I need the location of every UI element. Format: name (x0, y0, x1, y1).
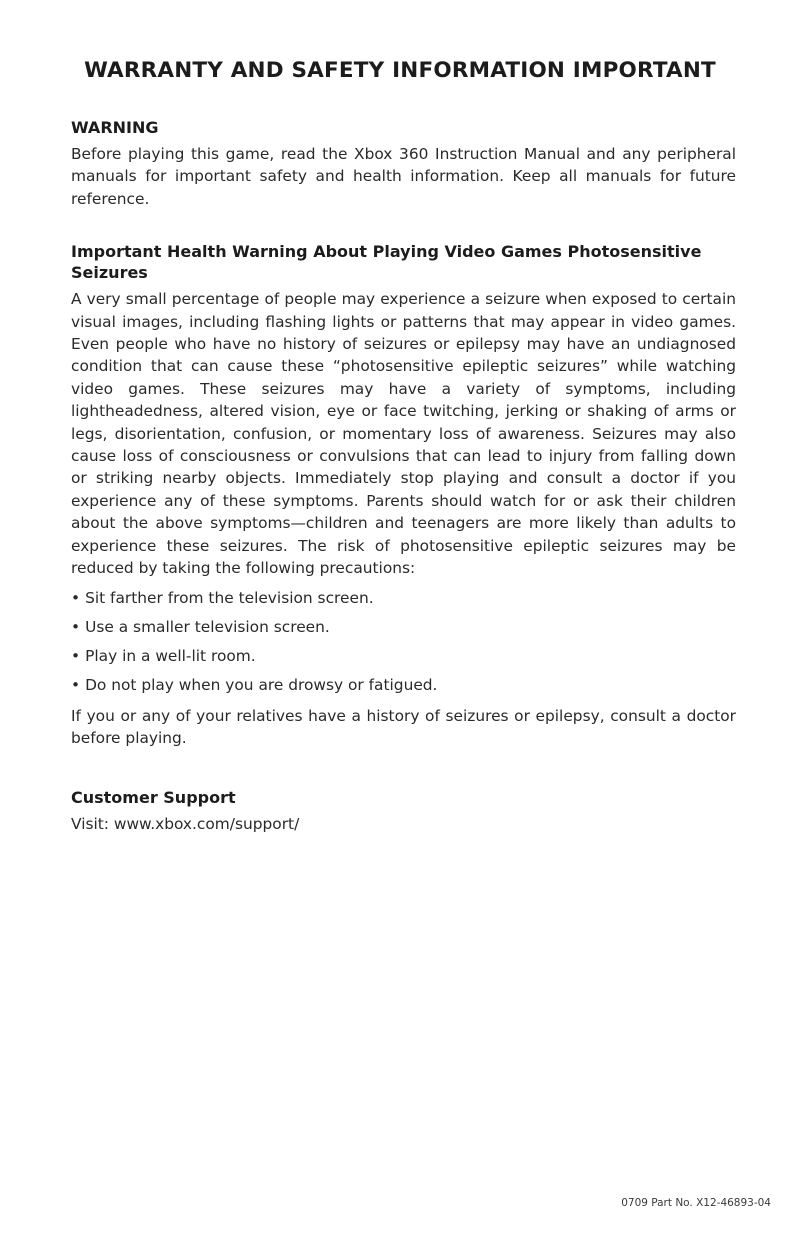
list-item (71, 616, 736, 638)
bullet-icon: • (71, 675, 81, 694)
precautions-list (71, 587, 736, 696)
bullet-icon: • (71, 617, 81, 636)
precaution-text: Do not play when you are drowsy or fatigued. (85, 675, 438, 694)
customer-support-section (71, 787, 736, 835)
part-number: 0709 Part No. X12-46893-04 (621, 1197, 771, 1209)
support-heading: Customer Support (71, 788, 236, 808)
list-item (71, 674, 736, 696)
health-warning-section (71, 241, 736, 749)
list-item (71, 645, 736, 667)
health-closing-text: If you or any of your relatives have a history of seizures or epilepsy, consult a doctor before playing. (71, 706, 736, 747)
page-content (71, 117, 736, 836)
precaution-text: Use a smaller television screen. (85, 617, 330, 636)
warning-heading: WARNING (71, 118, 159, 137)
health-warning-heading: Important Health Warning About Playing Video Games Photosensitive Seizures (71, 242, 702, 283)
precaution-text: Sit farther from the television screen. (85, 588, 374, 607)
warning-section (71, 117, 736, 210)
page-title: WARRANTY AND SAFETY INFORMATION IMPORTANT (84, 58, 716, 83)
health-warning-text: A very small percentage of people may experience a seizure when exposed to certain visual images, including flashing lights or patterns that may appear in video games. Even people who have no history of seizures or epilepsy may have an undiagnosed condition that can cause these “photosensitive epileptic seizures” while watching video games. These seizures may have a variety of symptoms, including lightheadedness, altered vision, eye or face twitching, jerking or shaking of arms or legs, disorientation, confusion, or momentary loss of awareness. Seizures may also cause loss of consciousness or convulsions that can lead to injury from falling down or striking nearby objects. Immediately stop playing and consult a doctor if you experience any of these symptoms. Parents should watch for or ask their children about the above symptoms—children and teenagers are more likely than adults to experience these seizures. The risk of photosensitive epileptic seizures may be reduced by taking the following precautions: (71, 290, 736, 578)
bullet-icon: • (71, 588, 81, 607)
support-text: Visit: www.xbox.com/support/ (71, 815, 300, 834)
precaution-text: Play in a well-lit room. (85, 646, 256, 665)
warning-text: Before playing this game, read the Xbox 360 Instruction Manual and any peripheral manuals for important safety and health information. Keep all manuals for future reference. (71, 145, 736, 208)
list-item (71, 587, 736, 609)
bullet-icon: • (71, 646, 81, 665)
